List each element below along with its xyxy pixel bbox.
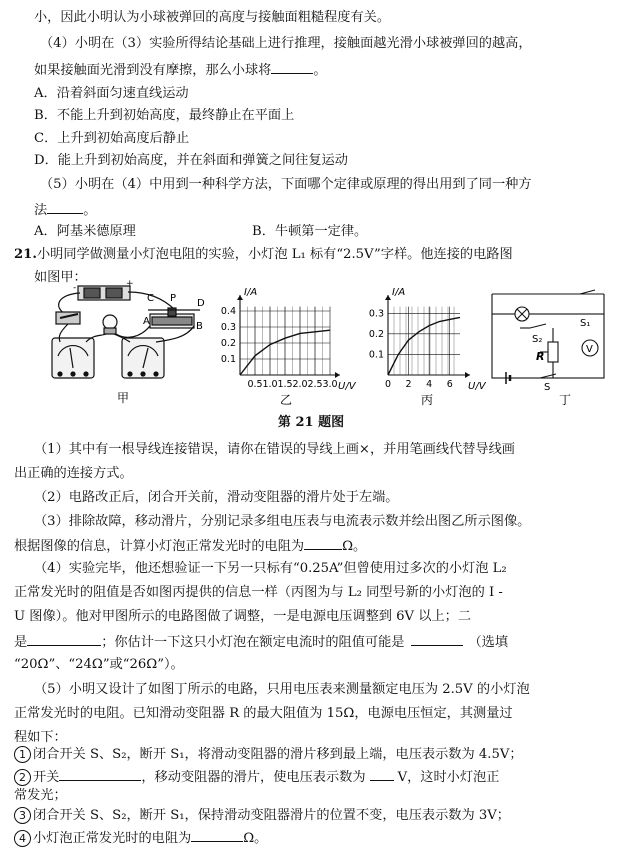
step-number: 2 [14,769,31,786]
x-axis-label: U/V [338,381,356,392]
option-d: D．能上升到初始高度，并在斜面和弹簧之间往复运动 [34,153,348,168]
y-tick-label: 0.4 [220,306,236,317]
part-3-line-2: 根据图像的信息，计算小灯泡正常发光时的电阻为 Ω。 [0,535,622,557]
x-axis-arrow [465,372,470,378]
answer-blank[interactable] [191,827,243,842]
x-tick-label: 2.5 [307,379,323,390]
part-1-line-1: （1）其中有一根导线连接错误，请你在错误的导线上画×，并用笔画线代替导线画 [34,442,515,457]
x-tick-label: 1.0 [262,379,278,390]
part-4-line-1: （4）实验完毕，他还想验证一下另一只标有“0.25A”但曾使用过多次的小灯泡 L₂ [34,561,507,576]
step-number: 1 [14,746,31,763]
question-4-line-2: 如果接触面光滑到没有摩擦，那么小球将 。 [0,59,622,81]
answer-blank[interactable] [47,199,83,214]
chart-yi [221,287,357,392]
part-3-line-1: （3）排除故障，移动滑片，分别记录多组电压表与电流表示数并绘出图乙所示图像。 [34,514,531,529]
part-4-line-2: 正常发光时的阻值是否如图丙提供的信息一样（丙图为与 L₂ 同型号新的小灯泡的 I - [14,585,503,600]
question-5-line-1: （5）小明在（4）中用到一种科学方法，下面哪个定律或原理的得出用到了同一种方 [40,177,532,192]
step-number: 4 [14,830,31,847]
part-2: （2）电路改正后，闭合开关前，滑动变阻器的滑片处于左端。 [34,490,399,505]
label-v: V [586,344,593,355]
x-tick-label: 0 [384,379,392,390]
y-axis-label: I/A [244,287,258,298]
option-a: A．沿着斜面匀速直线运动 [34,86,189,101]
svg-text:-: - [73,283,77,293]
step-number: 3 [14,807,31,824]
answer-blank[interactable] [304,535,342,550]
part-5-line-1: （5）小明又设计了如图丁所示的电路，只用电压表来测量额定电压为 2.5V 的小灯泡 [34,682,530,697]
y-tick-label: 0.3 [368,308,384,320]
part-4-line-3: U 图像）。他对甲图所示的电路图做了调整，一是电源电压调整到 6V 以上；二 [14,609,472,624]
chart-bing [369,287,487,392]
answer-blank[interactable] [370,766,394,781]
part-4-line-5: “20Ω”、“24Ω”或“26Ω”）。 [14,657,184,672]
answer-blank[interactable] [271,59,313,74]
answer-blank[interactable] [27,631,101,646]
label-yi: 乙 [280,393,293,407]
x-tick-label: 3.0 [322,379,338,390]
step-1: 1 闭合开关 S、S₂，断开 S₁，将滑动变阻器的滑片移到最上端，电压表示数为 4.5V； [0,745,622,765]
x-tick-label: 0.5 [247,379,263,390]
text-line: 小，因此小明认为小球被弹回的高度与接触面粗糙程度有关。 [34,10,391,25]
x-tick-label: 1.5 [277,379,293,390]
circuit-jia [52,280,200,378]
step-4: 4 小灯泡正常发光时的电阻为 Ω。 [0,827,622,849]
y-tick-label: 0.2 [368,328,384,340]
part-5-line-3: 程如下： [14,730,67,745]
terminal-d: D [197,298,205,309]
step-2: 2 开关 ，移动变阻器的滑片，使电压表示数为 V，这时小灯泡正 [0,766,622,788]
y-tick-label: 0.1 [220,354,236,365]
part-4-line-4: 是 ；你估计一下这只小灯泡在额定电流时的阻值可能是 （选填 [0,631,622,653]
terminal-b: B [196,321,203,332]
label-s2: S₂ [532,334,543,345]
x-axis-label: U/V [468,381,486,392]
label-ding: 丁 [559,393,572,407]
y-tick-label: 0.2 [220,338,236,349]
figure-21 [0,280,622,435]
label-bing: 丙 [421,393,434,407]
terminal-a: A [143,316,150,327]
step-2-cont: 常发光； [14,788,67,803]
x-tick-label: 2 [405,379,412,390]
label-r: R [536,350,545,363]
part-5-line-2: 正常发光时的电阻。已知滑动变阻器 R 的最大阻值为 15Ω，电源电压恒定，其测量过 [14,706,513,721]
option-c: C．上升到初始高度后静止 [34,131,190,146]
question-21-line-1: 21.小明同学做测量小灯泡电阻的实验，小灯泡 L₁ 标有“2.5V”字样。他连接的电路图 [14,247,513,262]
question-5-line-2: 法 。 [0,199,622,221]
step-3: 3 闭合开关 S、S₂，断开 S₁，保持滑动变阻器滑片的位置不变，电压表示数为 3V； [0,806,622,826]
answer-blank[interactable] [59,766,141,781]
figure-caption: 第 21 题图 [277,415,345,430]
y-axis-arrow [385,295,391,300]
question-21-line-2: 如图甲： [34,270,87,285]
label-s: S [544,382,551,393]
answer-blank[interactable] [411,631,463,646]
part-1-line-2: 出正确的连接方式。 [14,466,133,481]
y-axis-label: I/A [392,287,406,298]
question-4-line-1: （4）小明在（3）实验所得结论基础上进行推理，接触面越光滑小球被弹回的越高， [40,36,532,51]
y-tick-label: 0.3 [220,322,236,333]
x-tick-label: 4 [426,379,433,390]
y-tick-label: 0.1 [368,349,384,361]
terminal-p: P [170,293,177,304]
label-jia: 甲 [117,391,130,405]
x-tick-label: 6 [446,379,453,390]
label-s1: S₁ [580,318,591,329]
x-tick-label: 2.0 [292,379,308,390]
y-axis-arrow [237,295,243,300]
x-axis-arrow [335,372,340,378]
terminal-c: C [147,293,154,304]
question-5-options: A．阿基米德原理 B．牛顿第一定律。 [34,224,368,239]
svg-text:+: + [126,280,134,289]
circuit-ding [492,290,604,384]
option-b: B．不能上升到初始高度，最终静止在平面上 [34,108,295,123]
